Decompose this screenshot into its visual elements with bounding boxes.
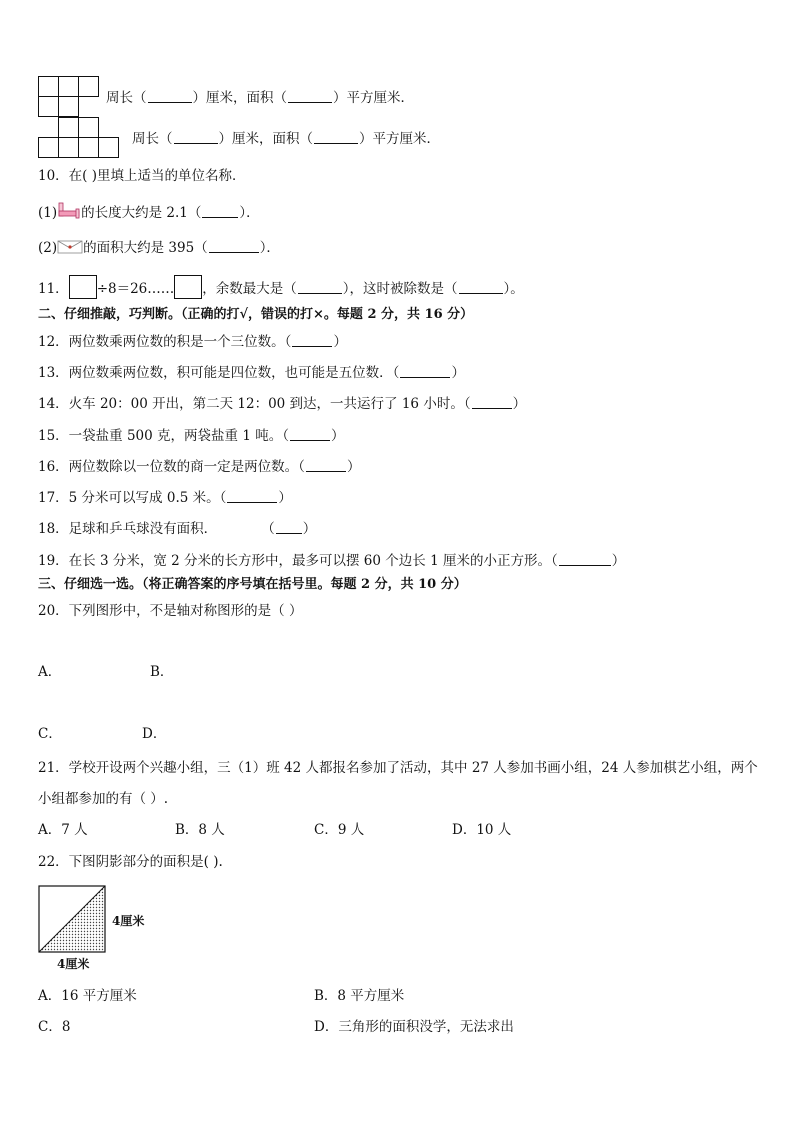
- q21-option-a[interactable]: A．7 人: [38, 822, 88, 838]
- answer-blank[interactable]: [276, 519, 302, 534]
- side-length-label: 4厘米: [112, 914, 145, 928]
- q22-title: 22．下图阴影部分的面积是( ).: [38, 854, 223, 870]
- answer-blank[interactable]: [148, 88, 192, 103]
- answer-blank[interactable]: [298, 279, 342, 294]
- envelope-icon: [57, 240, 83, 254]
- answer-blank[interactable]: [306, 457, 346, 472]
- q10-part2: (2) 的面积大约是 395（ ）．: [38, 240, 280, 256]
- q14: 14．火车 20：00 开出，第二天 12：00 到达，一共运行了 16 小时。（ ）: [38, 396, 527, 412]
- q21-line1: 21．学校开设两个兴趣小组，三（1）班 42 人都报名参加了活动，其中 27 人参加书画小组，24 人参加棋艺小组，两个: [38, 760, 758, 776]
- q9-shape2-text: 周长（ ）厘米，面积（ ）平方厘米．: [132, 131, 440, 147]
- q20-option-b[interactable]: B．: [150, 664, 174, 680]
- section-2-heading: 二、仔细推敲，巧判断。（正确的打√，错误的打×。每题 2 分，共 16 分）: [38, 307, 474, 322]
- grid-shape-2: [38, 117, 120, 159]
- answer-blank[interactable]: [174, 129, 218, 144]
- answer-blank[interactable]: [209, 238, 259, 253]
- grid-shape-1: [38, 76, 100, 116]
- q21-option-b[interactable]: B．8 人: [175, 822, 225, 838]
- q21-option-c[interactable]: C．9 人: [314, 822, 365, 838]
- answer-blank[interactable]: [288, 88, 332, 103]
- q13: 13．两位数乘两位数，积可能是四位数，也可能是五位数．（ ）: [38, 365, 465, 381]
- q10-title: 10．在( )里填上适当的单位名称．: [38, 168, 246, 184]
- q20-title: 20．下列图形中，不是轴对称图形的是（ ）: [38, 603, 303, 619]
- q15: 15．一袋盐重 500 克，两袋盐重 1 吨。（ ）: [38, 428, 345, 444]
- q21-line2: 小组都参加的有（ ）.: [38, 791, 169, 807]
- section-3-heading: 三、仔细选一选。（将正确答案的序号填在括号里。每题 2 分，共 10 分）: [38, 577, 467, 592]
- q10-part1: (1) 的长度大约是 2.1（ ）．: [38, 202, 260, 222]
- bottom-length-label: 4厘米: [57, 957, 90, 971]
- bed-icon: [57, 202, 81, 220]
- remainder-box[interactable]: [174, 275, 202, 299]
- q19: 19．在长 3 分米，宽 2 分米的长方形中，最多可以摆 60 个边长 1 厘米的小正方形。（ ）: [38, 553, 626, 569]
- q22-option-d[interactable]: D．三角形的面积没学，无法求出: [314, 1019, 514, 1035]
- answer-blank[interactable]: [472, 394, 512, 409]
- answer-blank[interactable]: [202, 203, 238, 218]
- answer-blank[interactable]: [400, 363, 450, 378]
- q12: 12．两位数乘两位数的积是一个三位数。（ ）: [38, 334, 347, 350]
- q11-text: 11． ÷8＝26…… ，余数最大是（ ），这时被除数是（ ）。: [38, 275, 524, 299]
- q20-option-c[interactable]: C．: [38, 726, 62, 742]
- shaded-triangle-figure: [38, 885, 106, 953]
- q20-option-d[interactable]: D．: [142, 726, 167, 742]
- dividend-box[interactable]: [69, 275, 97, 299]
- q22-option-a[interactable]: A．16 平方厘米: [38, 988, 137, 1004]
- answer-blank[interactable]: [314, 129, 358, 144]
- q22-option-c[interactable]: C．8: [38, 1019, 71, 1035]
- answer-blank[interactable]: [290, 426, 330, 441]
- q9-shape1-text: 周长（ ）厘米，面积（ ）平方厘米．: [106, 90, 414, 106]
- q17: 17．5 分米可以写成 0.5 米。（ ）: [38, 490, 292, 506]
- q16: 16．两位数除以一位数的商一定是两位数。（ ）: [38, 459, 361, 475]
- q18: 18．足球和乒乓球没有面积． （ ）: [38, 521, 317, 537]
- q20-option-a[interactable]: A．: [38, 664, 62, 680]
- q22-option-b[interactable]: B．8 平方厘米: [314, 988, 405, 1004]
- answer-blank[interactable]: [292, 332, 332, 347]
- answer-blank[interactable]: [459, 279, 503, 294]
- answer-blank[interactable]: [559, 551, 611, 566]
- q21-option-d[interactable]: D．10 人: [452, 822, 512, 838]
- answer-blank[interactable]: [227, 488, 277, 503]
